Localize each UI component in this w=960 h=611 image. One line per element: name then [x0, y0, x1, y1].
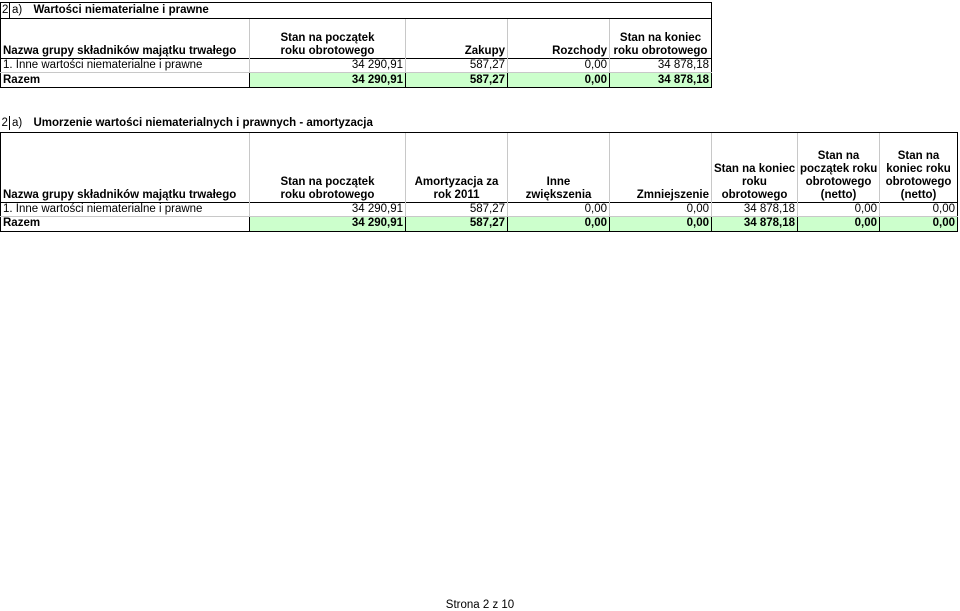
section-title: Umorzenie wartości niematerialnych i prawnych - amortyzacja: [33, 116, 373, 129]
row-other-increases: 0,00: [508, 202, 610, 216]
total-disposals: 0,00: [508, 73, 610, 88]
total-row: [1, 216, 958, 231]
total-row: [1, 73, 712, 88]
header-end: Stan na koniec roku obrotowego: [712, 132, 798, 202]
total-other-increases: 0,00: [508, 216, 610, 231]
row-amortization: 587,27: [406, 202, 508, 216]
row-name: 1. Inne wartości niematerialne i prawne: [1, 202, 250, 216]
section-title: Wartości niematerialne i prawne: [32, 3, 610, 19]
row-net-start: 0,00: [798, 202, 880, 216]
header-disposals: Rozchody: [508, 19, 610, 59]
header-name: Nazwa grupy składników majątku trwałego: [1, 132, 250, 202]
total-net-end: 0,00: [880, 216, 958, 231]
total-end: 34 878,18: [712, 216, 798, 231]
header-start: Stan na początek roku obrotowego: [250, 19, 406, 59]
header-end: Stan na koniec roku obrotowego: [610, 19, 712, 59]
row-net-end: 0,00: [880, 202, 958, 216]
page-number: Strona 2 z 10: [445, 599, 515, 611]
total-decrease: 0,00: [610, 216, 712, 231]
row-decrease: 0,00: [610, 202, 712, 216]
total-start: 34 290,91: [250, 73, 406, 88]
section-number: 2: [1, 3, 10, 19]
total-purchases: 587,27: [406, 73, 508, 88]
total-net-start: 0,00: [798, 216, 880, 231]
total-name: Razem: [1, 216, 250, 231]
header-net-start: Stan na początek roku obrotowego (netto): [798, 132, 880, 202]
total-amortization: 587,27: [406, 216, 508, 231]
header-net-end: Stan na koniec roku obrotowego (netto): [880, 132, 958, 202]
row-disposals: 0,00: [508, 59, 610, 73]
header-start: Stan na początek roku obrotowego: [250, 132, 406, 202]
row-end: 34 878,18: [610, 59, 712, 73]
row-name: 1. Inne wartości niematerialne i prawne: [1, 59, 250, 73]
amortization-table: [0, 116, 958, 232]
total-end: 34 878,18: [610, 73, 712, 88]
section-letter: a): [10, 3, 32, 19]
table-row: [1, 59, 712, 73]
header-other-increases: Inne zwiększenia: [508, 132, 610, 202]
table-row: [1, 202, 958, 216]
header-purchases: Zakupy: [406, 19, 508, 59]
row-start: 34 290,91: [250, 202, 406, 216]
fixed-assets-table: [0, 2, 712, 88]
total-name: Razem: [1, 73, 250, 88]
total-start: 34 290,91: [250, 216, 406, 231]
header-amortization: Amortyzacja za rok 2011: [406, 132, 508, 202]
row-purchases: 587,27: [406, 59, 508, 73]
header-decrease: Zmniejszenie: [610, 132, 712, 202]
section-letter: a): [10, 116, 32, 130]
row-end: 34 878,18: [712, 202, 798, 216]
section-number: 2: [1, 116, 8, 129]
row-start: 34 290,91: [250, 59, 406, 73]
header-name: Nazwa grupy składników majątku trwałego: [1, 19, 250, 59]
